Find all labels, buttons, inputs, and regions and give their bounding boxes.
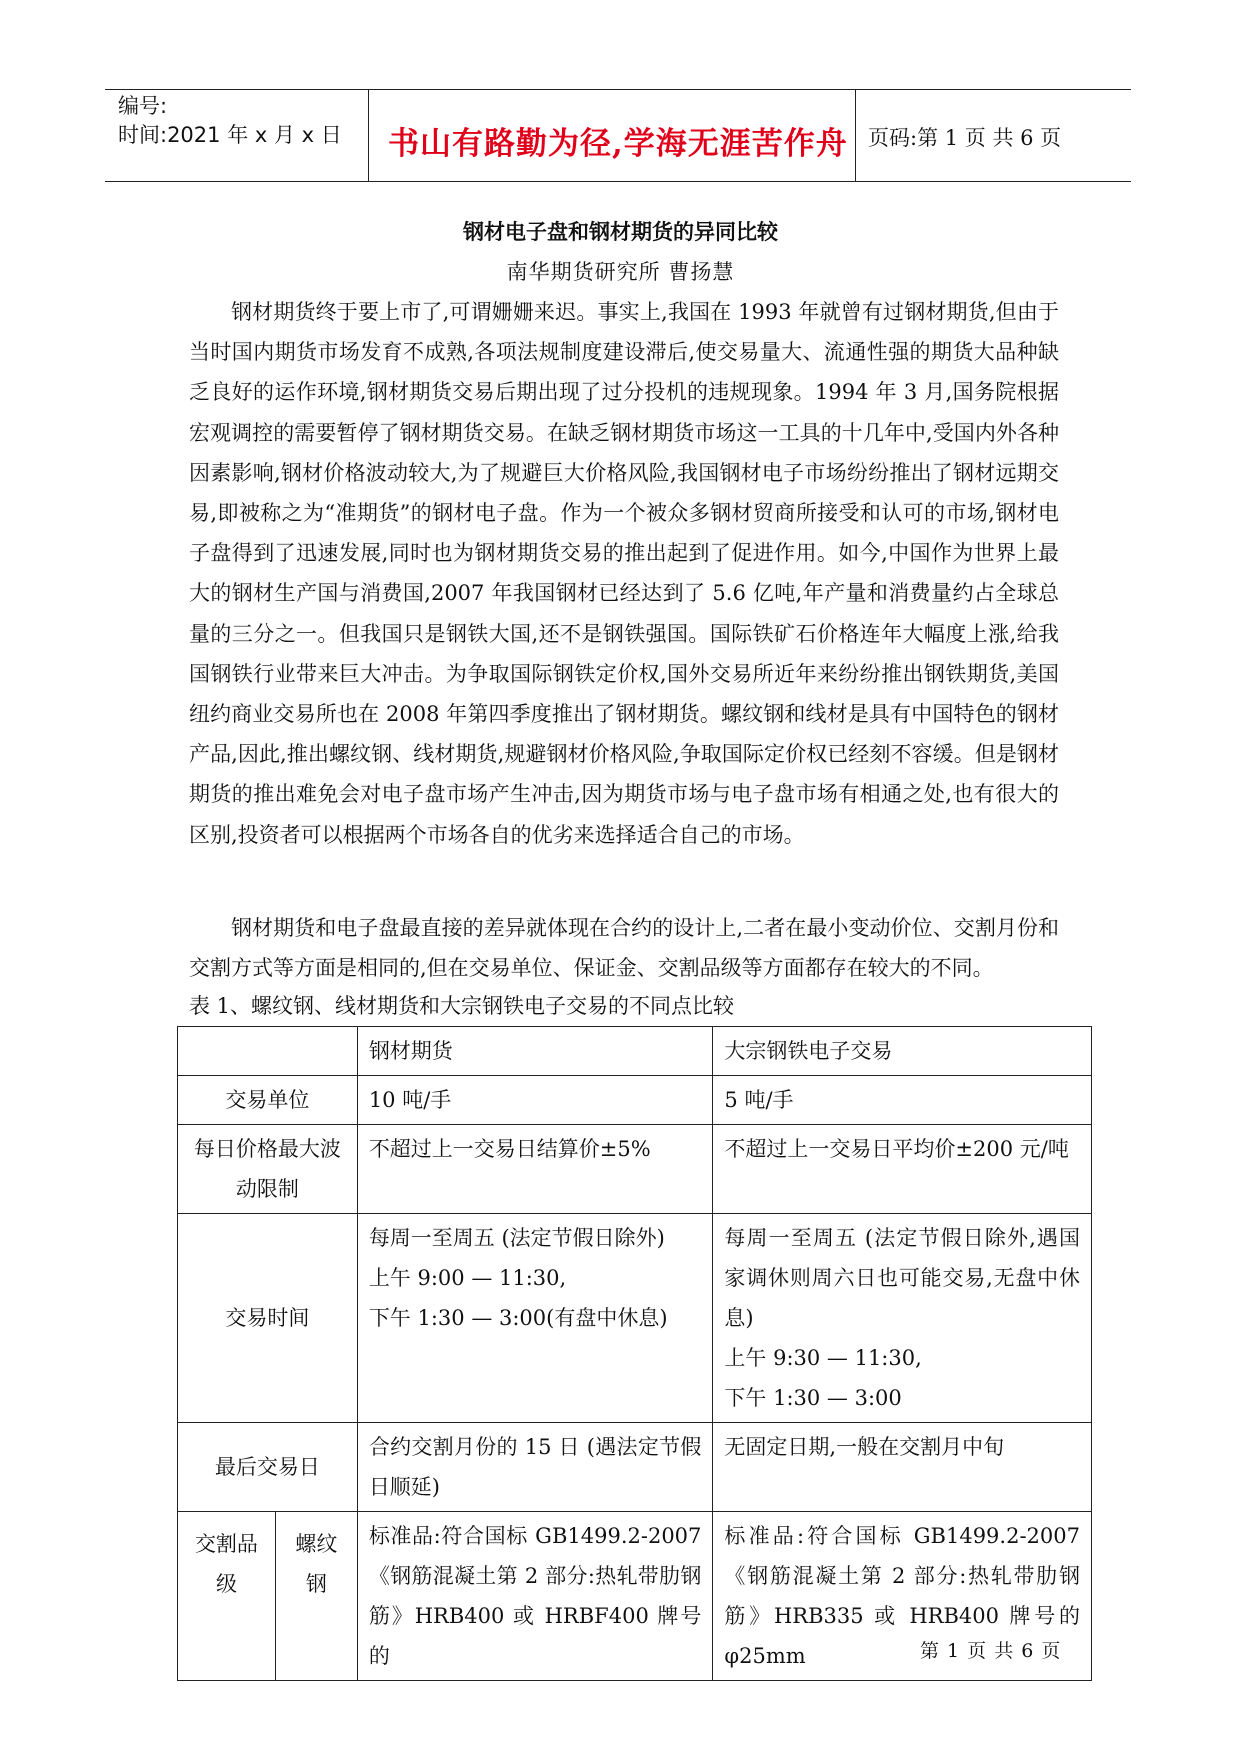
header-meta (118, 92, 342, 150)
electronic-hours-line: 下午 1:30 — 3:00 (724, 1386, 902, 1410)
header-number-label: 编号: (118, 94, 168, 118)
article-title: 钢材电子盘和钢材期货的异同比较 (463, 219, 778, 244)
futures-hours-line: 下午 1:30 — 3:00(有盘中休息) (368, 1306, 668, 1330)
futures-hours-line: 上午 9:00 — 11:30, (368, 1266, 567, 1290)
article-author: 南华期货研究所 曹扬慧 (506, 260, 735, 284)
table-row (178, 1076, 1092, 1125)
article-paragraph-2: 钢材期货和电子盘最直接的差异就体现在合约的设计上,二者在最小变动价位、交割月份和交割方式等方面是相同的,但在交易单位、保证金、交割品级等方面都存在较大的不同。 (189, 916, 1059, 981)
article-paragraph-1: 钢材期货终于要上市了,可谓姗姗来迟。事实上,我国在 1993 年就曾有过钢材期货,但由于当时国内期货市场发育不成熟,各项法规制度建设滞后,使交易量大、流通性强的期货大品种缺乏良好的运作环境,钢材期货交易后期出现了过分投机的违规现象。1994 年 3 月,国务院根据宏观调控的需要暂停了钢材期货交易。在缺乏钢材期货市场这一工具的十几年中,受国内外各种因素影响,钢材价格波动较大,为了规避巨大价格风险,我国钢材电子市场纷纷推出了钢材远期交易,即被称之为“准期货”的钢材电子盘。作为一个被众多钢材贸商所接受和认可的市场,钢材电子盘得到了迅速发展,同时也为钢材期货交易的推出起到了促进作用。如今,中国作为世界上最大的钢材生产国与消费国,2007 年我国钢材已经达到了 5.6 亿吨,年产量和消费量约占全球总量的三分之一。但我国只是钢铁大国,还不是钢铁强国。国际铁矿石价格连年大幅度上涨,给我国钢铁行业带来巨大冲击。为争取国际钢铁定价权,国外交易所近年来纷纷推出钢铁期货,美国纽约商业交易所也在 2008 年第四季度推出了钢材期货。螺纹钢和线材是具有中国特色的钢材产品,因此,推出螺纹钢、线材期货,规避钢材价格风险,争取国际定价权已经刻不容缓。但是钢材期货的推出难免会对电子盘市场产生冲击,因为期货市场与电子盘市场有相通之处,也有很大的区别,投资者可以根据两个市场各自的优劣来选择适合自己的市场。 (189, 300, 1059, 847)
footer-page-number: 第 1 页 共 6 页 (920, 1640, 1062, 1662)
futures-hours-line: 每周一至周五 (法定节假日除外) (368, 1226, 665, 1250)
cell-futures-price-limit: 不超过上一交易日结算价±5% (357, 1125, 713, 1214)
header-time-label: 时间:2021 年 x 月 x 日 (118, 123, 342, 147)
cell-electronic-trading-hours (713, 1214, 1092, 1423)
electronic-hours-line: 每周一至周五 (法定节假日除外,遇国家调休则周六日也可能交易,无盘中休息) (724, 1226, 1080, 1330)
table-header-row (178, 1027, 1092, 1076)
cell-electronic-price-limit: 不超过上一交易日平均价±200 元/吨 (713, 1125, 1092, 1214)
table-row (178, 1214, 1092, 1423)
cell-futures-trading-hours (357, 1214, 713, 1423)
cell-futures-trade-unit: 10 吨/手 (357, 1076, 713, 1125)
cell-electronic-delivery-grade: 标准品:符合国标 GB1499.2-2007《钢筋混凝土第 2 部分:热轧带肋钢筋》HRB335 或 HRB400 牌号的 φ25mm (713, 1512, 1092, 1681)
comparison-table (177, 1026, 1092, 1681)
table-header-electronic: 大宗钢铁电子交易 (713, 1027, 1092, 1076)
cell-electronic-last-trading-day: 无固定日期,一般在交割月中旬 (713, 1423, 1092, 1512)
cell-futures-delivery-grade: 标准品:符合国标 GB1499.2-2007《钢筋混凝土第 2 部分:热轧带肋钢筋》HRB400 或 HRBF400 牌号的 (357, 1512, 713, 1681)
electronic-hours-line: 上午 9:30 — 11:30, (724, 1346, 922, 1370)
table-header-futures: 钢材期货 (357, 1027, 713, 1076)
header-motto: 书山有路勤为径,学海无涯苦作舟 (388, 126, 848, 162)
table-caption: 表 1、螺纹钢、线材期货和大宗钢铁电子交易的不同点比较 (189, 994, 735, 1018)
table-header-blank (178, 1027, 358, 1076)
row-label-trading-hours: 交易时间 (178, 1214, 358, 1423)
table-row (178, 1125, 1092, 1214)
table-row (178, 1423, 1092, 1512)
cell-electronic-trade-unit: 5 吨/手 (713, 1076, 1092, 1125)
header-bottom-rule (105, 181, 1131, 182)
cell-futures-last-trading-day: 合约交割月份的 15 日 (遇法定节假日顺延) (357, 1423, 713, 1512)
row-label-price-limit: 每日价格最大波动限制 (178, 1125, 358, 1214)
header-page-label: 页码:第 1 页 共 6 页 (868, 126, 1062, 150)
row-label-last-trading-day: 最后交易日 (178, 1423, 358, 1512)
row-sublabel-rebar: 螺纹钢 (275, 1512, 357, 1681)
header-divider-left (368, 89, 369, 181)
row-label-delivery-grade: 交割品级 (178, 1512, 276, 1681)
header-top-rule (105, 89, 1131, 90)
row-label-trade-unit: 交易单位 (178, 1076, 358, 1125)
